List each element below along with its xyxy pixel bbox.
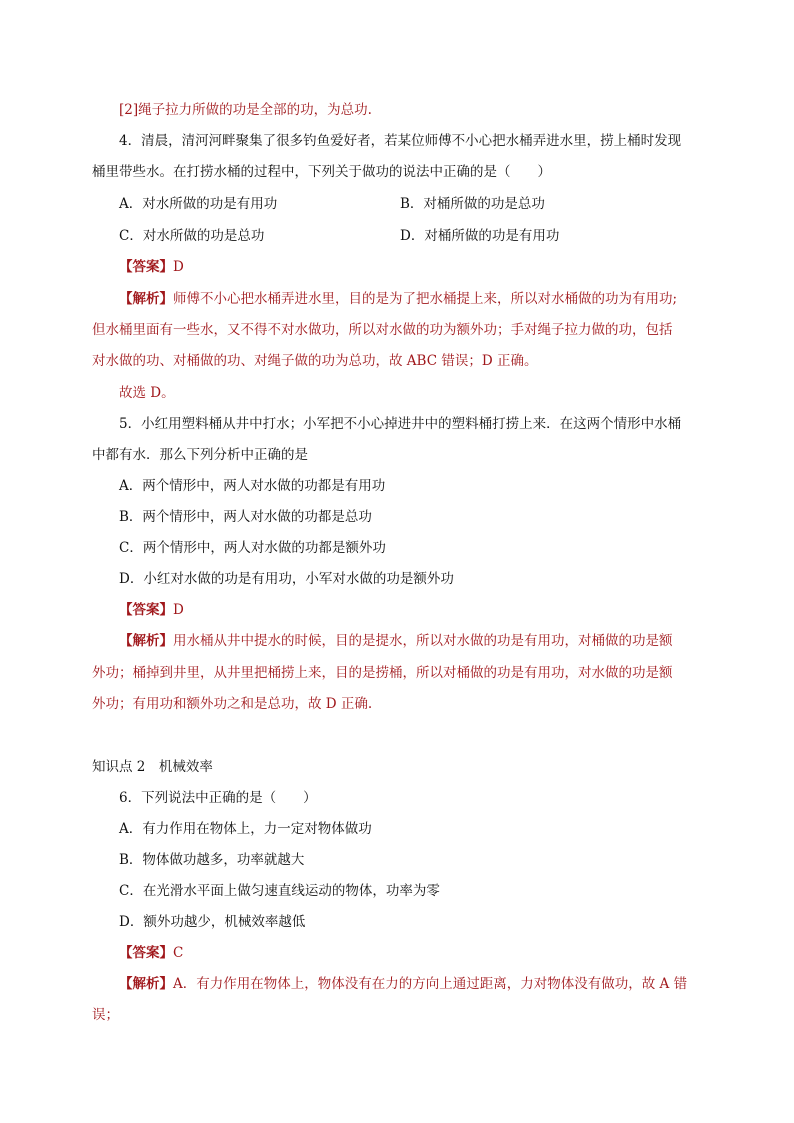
section-heading: 知识点 2 机械效率 — [92, 759, 213, 775]
q5-option-b: B．两个情形中，两人对水做的功都是总功 — [119, 509, 372, 525]
answer-value: C — [173, 945, 184, 961]
q5-option-a: A．两个情形中，两人对水做的功都是有用功 — [119, 478, 386, 494]
q4-answer — [119, 257, 184, 277]
question-4-stem-cont: 桶里带些水。在打捞水桶的过程中，下列关于做功的说法中正确的是（ ） — [92, 164, 551, 180]
q5-explanation — [119, 631, 673, 651]
explanation-tag: 【解析】 — [119, 976, 173, 992]
question-5-stem: 5．小红用塑料桶从井中打水；小军把不小心掉进井中的塑料桶打捞上来．在这两个情形中水桶 — [119, 416, 682, 432]
explanation-tag: 【解析】 — [119, 633, 173, 649]
q4-explanation — [119, 289, 677, 309]
question-6-stem: 6．下列说法中正确的是（ ） — [119, 790, 317, 806]
q4-explanation-cont: 但水桶里面有一些水，又不得不对水做功，所以对水做的功为额外功；手对绳子拉力做的功，包括 — [92, 322, 673, 338]
q6-option-a: A．有力作用在物体上，力一定对物体做功 — [119, 821, 372, 837]
q6-option-b: B．物体做功越多，功率就越大 — [119, 852, 305, 868]
explanation-line: [2]绳子拉力所做的功是全部的功，为总功. — [119, 102, 372, 118]
q5-explanation-cont: 外功；桶掉到井里，从井里把桶捞上来，目的是捞桶，所以对桶做的功是有用功，对水做的功是额 — [92, 665, 673, 681]
q6-option-d: D．额外功越少，机械效率越低 — [119, 914, 306, 930]
q5-answer — [119, 600, 184, 620]
q4-conclusion: 故选 D。 — [119, 385, 175, 401]
q4-option-b: B．对桶所做的功是总功 — [400, 196, 545, 212]
q6-explanation — [119, 974, 687, 994]
q5-option-c: C．两个情形中，两人对水做的功都是额外功 — [119, 540, 386, 556]
explanation-text: 用水桶从井中提水的时候，目的是提水，所以对水做的功是有用功，对桶做的功是额 — [173, 633, 673, 649]
explanation-tag: 【解析】 — [119, 291, 173, 307]
explanation-text: 师傅不小心把水桶弄进水里，目的是为了把水桶提上来，所以对水桶做的功为有用功; — [173, 291, 678, 307]
answer-tag: 【答案】 — [119, 259, 173, 275]
answer-tag: 【答案】 — [119, 602, 173, 618]
answer-value: D — [173, 602, 184, 618]
q4-option-d: D．对桶所做的功是有用功 — [400, 228, 560, 244]
question-5-stem-cont: 中都有水．那么下列分析中正确的是 — [92, 447, 308, 463]
q4-option-a: A．对水所做的功是有用功 — [119, 196, 278, 212]
answer-tag: 【答案】 — [119, 945, 173, 961]
q5-explanation-cont: 外功；有用功和额外功之和是总功，故 D 正确. — [92, 696, 373, 712]
q6-option-c: C．在光滑水平面上做匀速直线运动的物体，功率为零 — [119, 883, 440, 899]
q5-option-d: D．小红对水做的功是有用功，小军对水做的功是额外功 — [119, 571, 454, 587]
q4-explanation-cont: 对水做的功、对桶做的功、对绳子做的功为总功，故 ABC 错误；D 正确。 — [92, 353, 538, 369]
q6-answer — [119, 943, 183, 963]
q4-option-c: C．对水所做的功是总功 — [119, 228, 265, 244]
question-4-stem: 4．清晨，清河河畔聚集了很多钓鱼爱好者，若某位师傅不小心把水桶弄进水里，捞上桶时发现 — [119, 133, 682, 149]
explanation-text: A．有力作用在物体上，物体没有在力的方向上通过距离，力对物体没有做功，故 A 错 — [173, 976, 688, 992]
q6-explanation-cont: 误； — [92, 1007, 119, 1023]
answer-value: D — [173, 259, 184, 275]
